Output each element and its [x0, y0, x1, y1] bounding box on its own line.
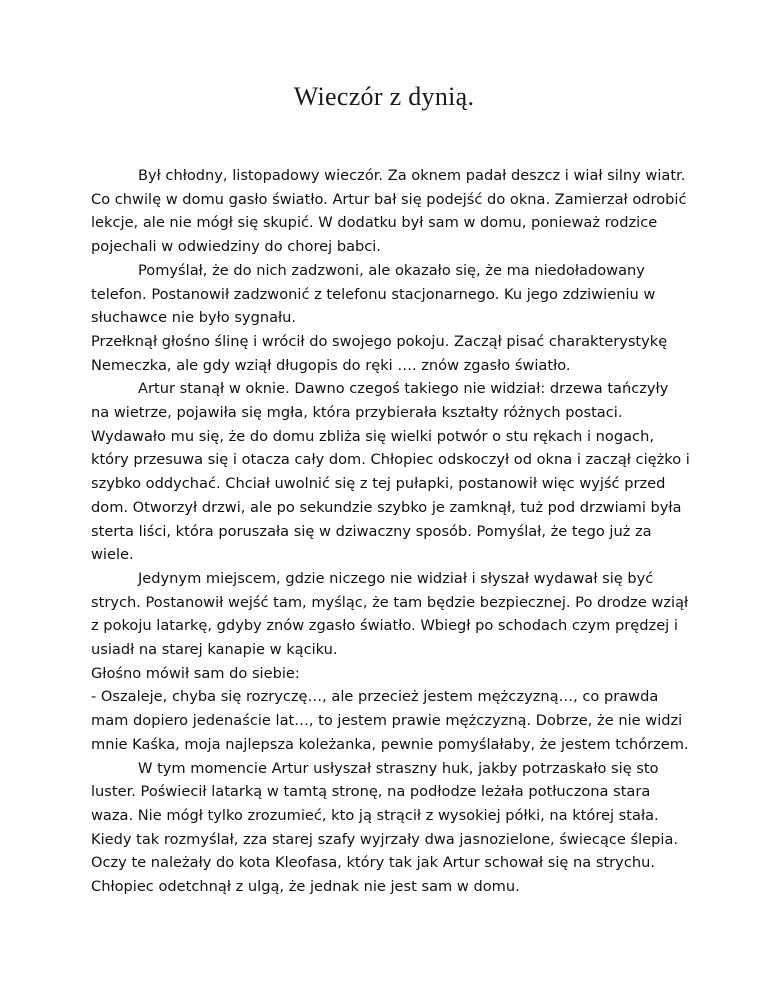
paragraph: - Oszaleje, chyba się rozryczę…, ale przecież jestem mężczyzną…, co prawda mam dopiero jedenaście lat…, to jestem prawie mężczyzną. Dobrze, że nie widzi mnie Kaśka, moja najlepsza koleżanka, pewnie pomyślałaby, że jestem tchórzem. — [91, 688, 689, 753]
paragraph: Głośno mówił sam do siebie: — [91, 664, 300, 682]
paragraph: Przełknął głośno ślinę i wrócił do swojego pokoju. Zaczął pisać charakterystykę Nemeczka, ale gdy wziął długopis do ręki …. znów zgasło światło. — [91, 332, 668, 374]
paragraph: Jedynym miejscem, gdzie niczego nie widział i słyszał wydawał się być strych. Postanowił wejść tam, myśląc, że tam będzie bezpiecznej. Po drodze wziął z pokoju latarkę, gdyby znów zgasło światło. Wbiegł po schodach czym prędzej i usiadł na starej kanapie w kąciku. — [91, 569, 689, 659]
document-title: Wieczór z dynią. — [293, 82, 475, 111]
paragraph: W tym momencie Artur usłyszał straszny huk, jakby potrzaskało się sto luster. Poświecił latarką w tamtą stronę, na podłodze leżała potłuczona stara waza. Nie mógł tylko zrozumieć, kto ją strącił z wysokiej półki, na której stała. Kiedy tak rozmyślał, zza starej szafy wyjrzały dwa jasnozielone, świecące ślepia. Oczy te należały do kota Kleofasa, który tak jak Artur schował się na strychu. Chłopiec odetchnął z ulgą, że jednak nie jest sam w domu. — [91, 759, 679, 896]
paragraph: Pomyślał, że do nich zadzwoni, ale okazało się, że ma niedoładowany telefon. Postanowił zadzwonić z telefonu stacjonarnego. Ku jego zdziwieniu w słuchawce nie było sygnału. — [91, 261, 656, 327]
document-body — [91, 164, 691, 899]
paragraph: Artur stanął w oknie. Dawno czegoś takiego nie widział: drzewa tańczyły na wietrze, pojawiła się mgła, która przybierała kształty różnych postaci. Wydawało mu się, że do domu zbliża się wielki potwór o stu rękach i nogach, który przesuwa się i otacza cały dom. Chłopiec odskoczył od okna i zaczął ciężko i szybko oddychać. Chciał uwolnić się z tej pułapki, postanowił więc wyjść przed dom. Otworzył drzwi, ale po sekundzie szybko je zamknął, tuż pod drzwiami była sterta liści, która poruszała się w dziwaczny sposób. Pomyślał, że tego już za wiele. — [91, 380, 690, 564]
paragraph: Był chłodny, listopadowy wieczór. Za oknem padał deszcz i wiał silny wiatr. Co chwilę w domu gasło światło. Artur bał się podejść do okna. Zamierzał odrobić lekcje, ale nie mógł się skupić. W dodatku był sam w domu, ponieważ rodzice pojechali w odwiedziny do chorej babci. — [91, 167, 687, 256]
